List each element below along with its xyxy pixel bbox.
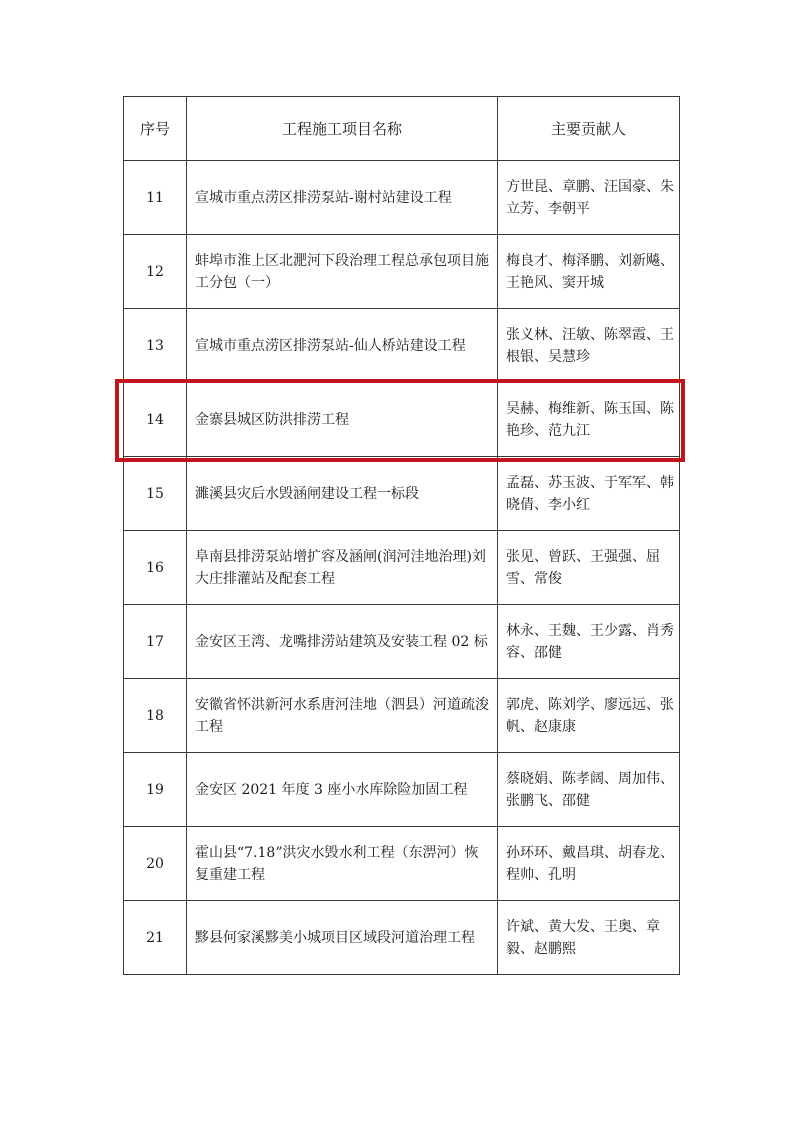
project-name: 霍山县“7.18”洪灾水毁水利工程（东淠河）恢复重建工程	[187, 827, 498, 901]
contributors: 梅良才、梅泽鹏、刘新飚、王艳风、窦开城	[498, 235, 680, 309]
row-number: 15	[124, 457, 187, 531]
table-row	[124, 457, 680, 531]
project-name: 阜南县排涝泵站增扩容及涵闸(润河洼地治理)刘大庄排灌站及配套工程	[187, 531, 498, 605]
table-row-highlighted	[124, 383, 680, 457]
contributors: 蔡晓娟、陈孝阔、周加伟、张鹏飞、邵健	[498, 753, 680, 827]
contributors: 孟磊、苏玉波、于军军、韩晓倩、李小红	[498, 457, 680, 531]
project-name: 濉溪县灾后水毁涵闸建设工程一标段	[187, 457, 498, 531]
table-row	[124, 753, 680, 827]
row-number: 18	[124, 679, 187, 753]
table-row	[124, 679, 680, 753]
table-row	[124, 901, 680, 975]
project-name: 蚌埠市淮上区北淝河下段治理工程总承包项目施工分包（一）	[187, 235, 498, 309]
project-name: 宣城市重点涝区排涝泵站-谢村站建设工程	[187, 161, 498, 235]
table-row	[124, 605, 680, 679]
header-no: 序号	[124, 97, 187, 161]
row-number: 17	[124, 605, 187, 679]
project-name: 安徽省怀洪新河水系唐河洼地（泗县）河道疏浚工程	[187, 679, 498, 753]
row-number: 13	[124, 309, 187, 383]
table-row	[124, 235, 680, 309]
contributors: 许斌、黄大发、王奥、章毅、赵鹏熙	[498, 901, 680, 975]
contributors: 林永、王魏、王少露、肖秀容、邵健	[498, 605, 680, 679]
contributors: 吴赫、梅维新、陈玉国、陈艳珍、范九江	[498, 383, 680, 457]
project-name: 黟县何家溪黟美小城项目区域段河道治理工程	[187, 901, 498, 975]
row-number: 16	[124, 531, 187, 605]
table-row	[124, 531, 680, 605]
project-name: 金安区 2021 年度 3 座小水库除险加固工程	[187, 753, 498, 827]
project-table	[123, 96, 680, 975]
row-number: 12	[124, 235, 187, 309]
project-name: 金安区王湾、龙嘴排涝站建筑及安装工程 02 标	[187, 605, 498, 679]
contributors: 郭虎、陈刘学、廖远远、张帆、赵康康	[498, 679, 680, 753]
row-number: 21	[124, 901, 187, 975]
contributors: 张义林、汪敏、陈翠霞、王根银、吴慧珍	[498, 309, 680, 383]
row-number: 20	[124, 827, 187, 901]
contributors: 方世昆、章鹏、汪国豪、朱立芳、李朝平	[498, 161, 680, 235]
header-contributors: 主要贡献人	[498, 97, 680, 161]
table-header-row	[124, 97, 680, 161]
table-row	[124, 827, 680, 901]
header-project-name: 工程施工项目名称	[187, 97, 498, 161]
row-number: 11	[124, 161, 187, 235]
row-number: 19	[124, 753, 187, 827]
contributors: 张见、曾跃、王强强、屈雪、常俊	[498, 531, 680, 605]
contributors: 孙环环、戴昌琪、胡春龙、程帅、孔明	[498, 827, 680, 901]
table-row	[124, 309, 680, 383]
row-number: 14	[124, 383, 187, 457]
table-row	[124, 161, 680, 235]
project-name: 金寨县城区防洪排涝工程	[187, 383, 498, 457]
project-name: 宣城市重点涝区排涝泵站-仙人桥站建设工程	[187, 309, 498, 383]
